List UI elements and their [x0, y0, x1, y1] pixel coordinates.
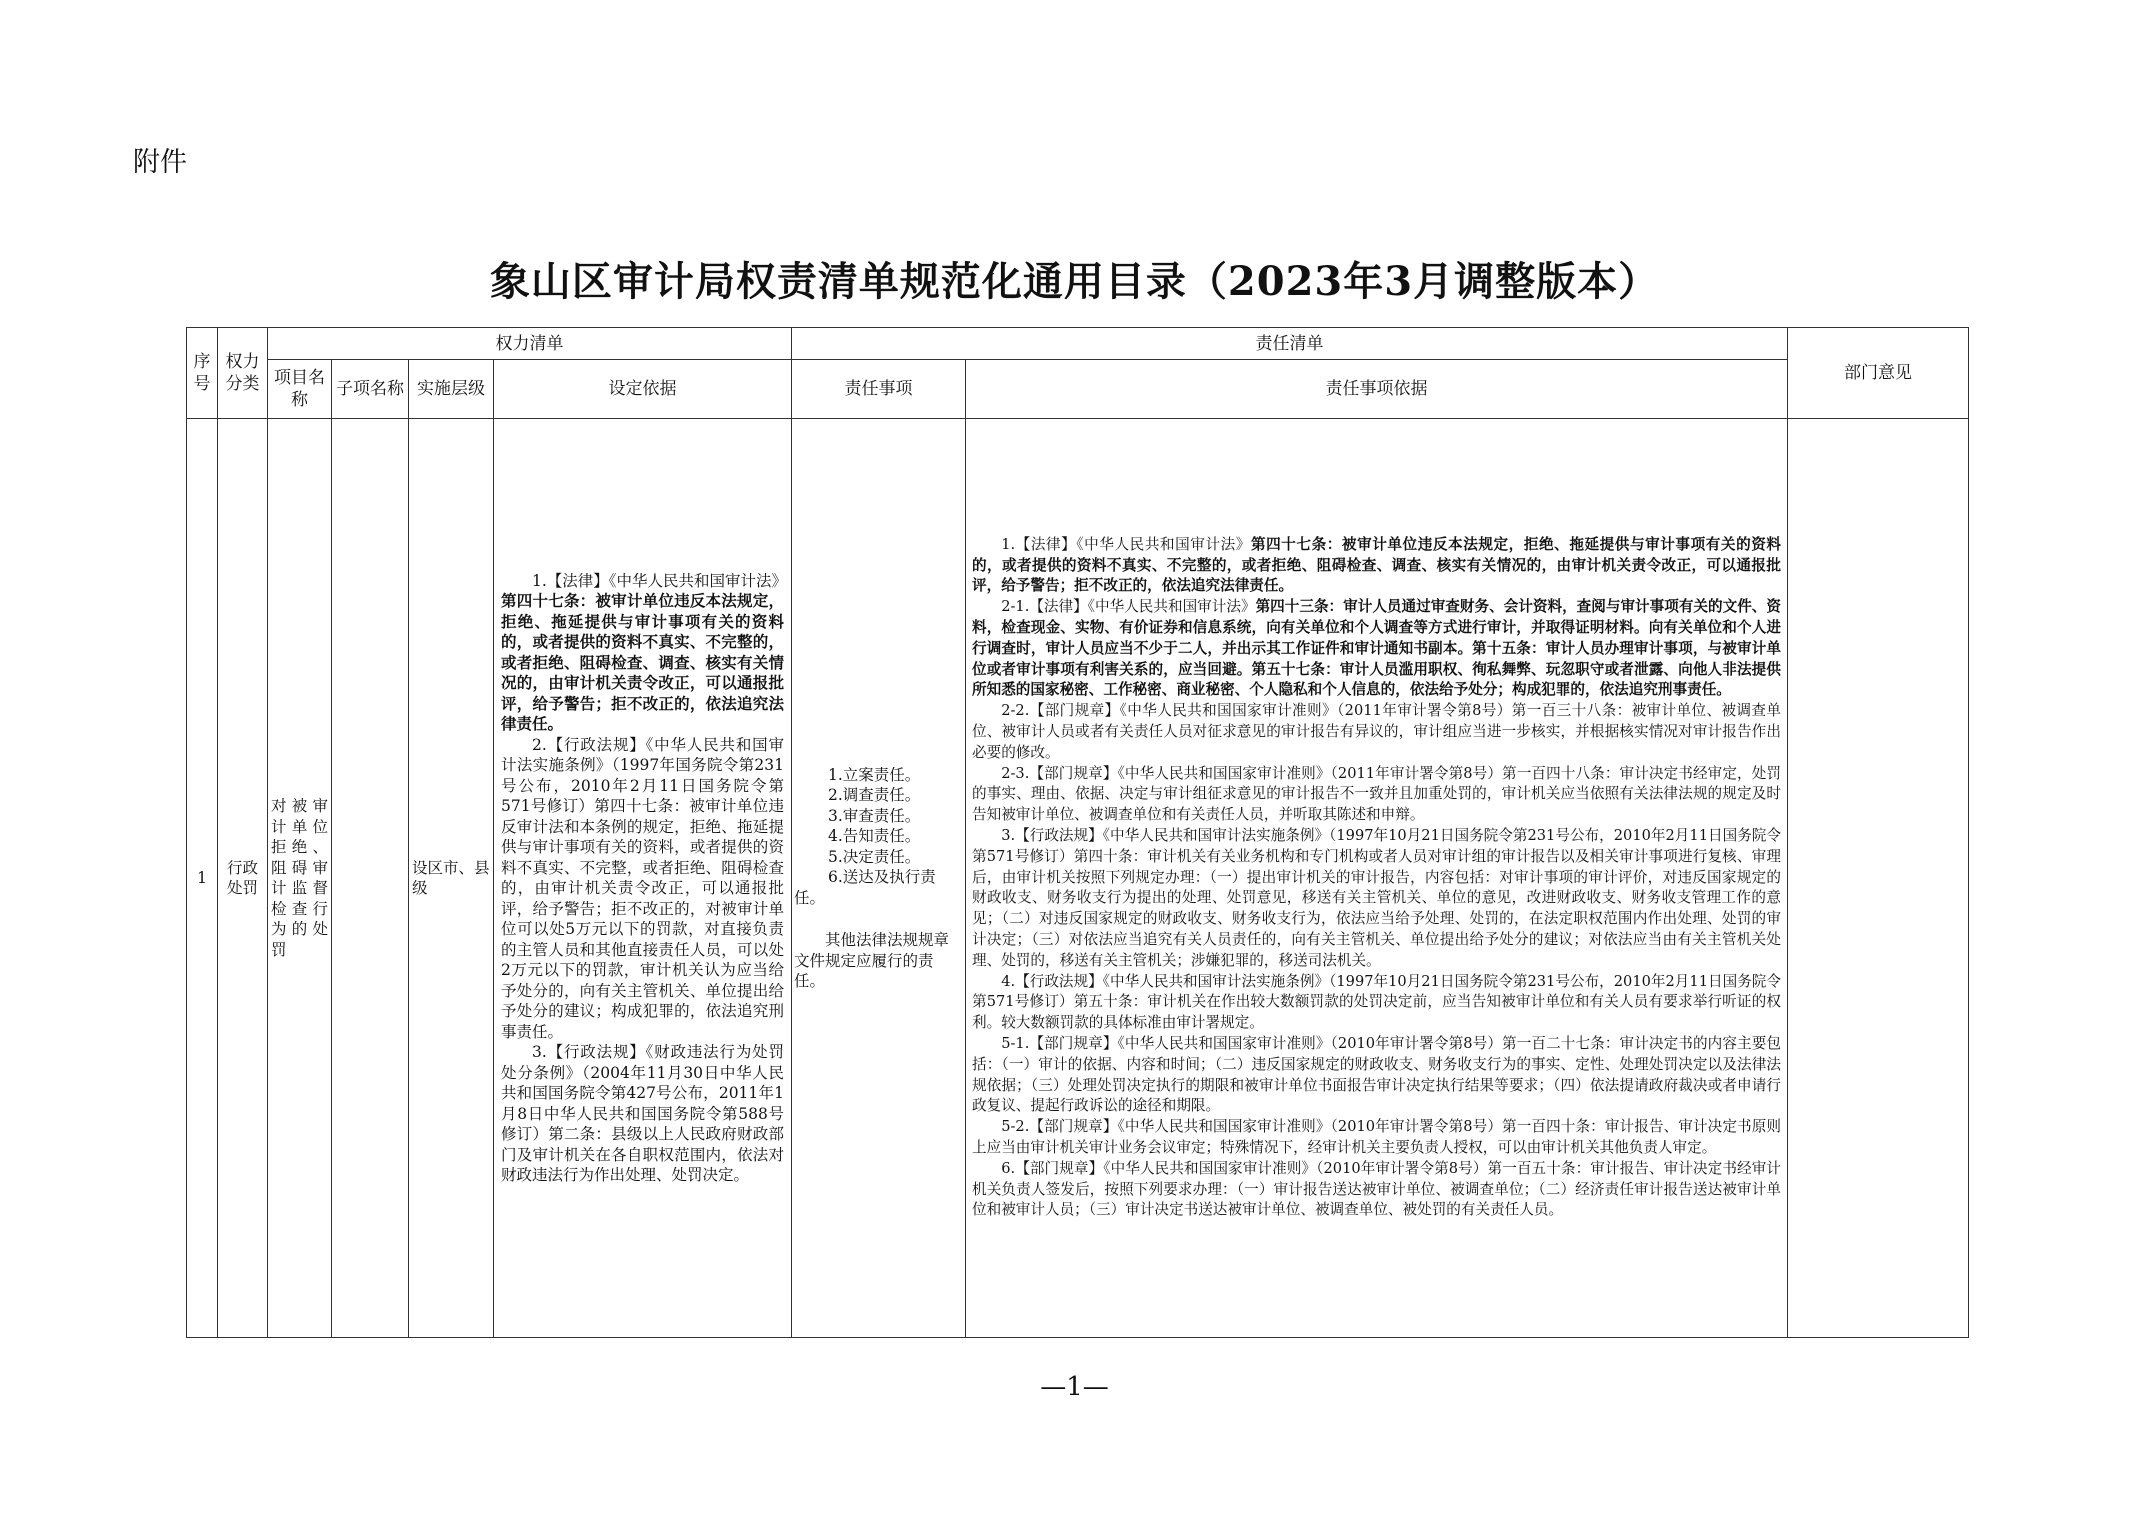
row-category: 行政处罚	[218, 419, 268, 1338]
basis-paragraph	[501, 735, 784, 1043]
resp-basis-paragraph	[972, 1159, 1781, 1221]
resp-basis-paragraph	[972, 826, 1781, 972]
row-sub-item	[332, 419, 409, 1338]
resp-item-extra: 其他法律法规规章文件规定应履行的责任。	[794, 931, 950, 990]
header-sub-item: 子项名称	[332, 360, 409, 419]
basis-paragraph	[501, 571, 788, 735]
basis-text: 2.【行政法规】《中华人民共和国审计法实施条例》（1997年国务院令第231号公布，2010年2月11日国务院令第571号修订）第四十七条：被审计单位违反审计法和本条例的规定，拒绝、拖延提供与审计事项有关的资料，或者提供的资料不真实、不完整，或者拒绝、阻碍检查的，由审计机关责令改正，可以通报批评，给予警告；拒不改正的，对被审计单位可以处5万元以下的罚款，对直接负责的主管人员和其他直接责任人员，可以处2万元以下的罚款，审计机关认为应当给予处分的，向有关主管机关、单位提出给予处分的建议；构成犯罪的，依法追究刑事责任。	[501, 735, 784, 1041]
header-resp-items: 责任事项	[792, 360, 966, 419]
row-basis	[494, 419, 792, 1338]
resp-basis-text: 2-3.【部门规章】《中华人民共和国国家审计准则》（2011年审计署令第8号）第一百四十八条：审计决定书经审定，处罚的事实、理由、依据、决定与审计组征求意见的审计报告不一致并且加重处罚的，审计机关应当依照有关法律法规的规定及时告知被审计单位、被调查单位和有关责任人员，并听取其陈述和申辩。	[972, 764, 1781, 824]
header-seq: 序号	[187, 328, 218, 419]
basis-bold-text: 第四十七条：被审计单位违反本法规定，拒绝、拖延提供与审计事项有关的资料的，或者提供的资料不真实、不完整的，或者拒绝、阻碍检查、调查、核实有关情况的，由审计机关责令改正，可以通报批评，给予警告；拒不改正的，依法追究法律责任。	[501, 591, 784, 733]
header-resp-basis: 责任事项依据	[966, 360, 1788, 419]
header-item-name: 项目名称	[268, 360, 332, 419]
resp-basis-paragraph	[972, 764, 1781, 826]
resp-basis-text: 3.【行政法规】《中华人民共和国审计法实施条例》（1997年10月21日国务院令第231号公布，2010年2月11日国务院令第571号修订）第四十条：审计机关有关业务机构和专门机构或者人员对审计组的审计报告以及相关审计事项进行复核、审理后，由审计机关按照下列规定办理：（一）提出审计机关的审计报告，内容包括：对审计事项的审计评价，对违反国家规定的财政收支、财务收支行为提出的处理、处罚意见，移送有关主管机关、单位的意见，改进财政收支、财务收支管理工作的意见；（二）对违反国家规定的财政收支、财务收支行为，依法应当给予处理、处罚的，在法定职权范围内作出处理、处罚的审计决定；（三）对依法应当追究有关人员责任的，向有关主管机关、单位提出给予处分的建议；对依法应当由有关主管机关处理、处罚的，移送有关主管机关；涉嫌犯罪的，移送司法机关。	[972, 827, 1781, 969]
resp-basis-paragraph	[972, 972, 1781, 1034]
resp-item: 4.告知责任。	[828, 827, 921, 845]
row-seq: 1	[187, 419, 218, 1338]
row-item-name: 对被审计单位拒绝、阻碍审计监督检查行为的处罚	[268, 419, 332, 1338]
row-resp-basis	[966, 419, 1788, 1338]
basis-paragraph	[501, 1042, 784, 1186]
resp-basis-text: 5-1.【部门规章】《中华人民共和国国家审计准则》（2010年审计署令第8号）第一百二十七条：审计决定书的内容主要包括：（一）审计的依据、内容和时间；（二）违反国家规定的财政收支、财务收支行为的事实、定性、处理处罚决定以及法律法规依据；（三）处理处罚决定执行的期限和被审计单位书面报告审计决定执行结果等要求；（四）依法提请政府裁决或者申请行政复议、提起行政诉讼的途径和期限。	[972, 1034, 1781, 1115]
page-title: 象山区审计局权责清单规范化通用目录（2023年3月调整版本）	[489, 258, 1660, 305]
resp-basis-text: 2-1.【法律】《中华人民共和国审计法》	[1001, 598, 1256, 616]
header-level: 实施层级	[409, 360, 494, 419]
basis-text: 3.【行政法规】《财政违法行为处罚处分条例》（2004年11月30日中华人民共和国国务院令第427号公布，2011年1月8日中华人民共和国国务院令第588号修订）第二条：县级以上人民政府财政部门及审计机关在各自职权范围内，依法对财政违法行为作出处理、处罚决定。	[501, 1043, 784, 1184]
basis-text: 1.【法律】《中华人民共和国审计法》	[532, 571, 788, 590]
resp-basis-paragraph	[972, 597, 1781, 701]
header-resp-list: 责任清单	[792, 328, 1788, 360]
header-dept: 部门意见	[1788, 328, 1969, 419]
resp-basis-paragraph	[972, 1117, 1781, 1159]
resp-item: 3.审查责任。	[828, 806, 921, 825]
resp-item: 5.决定责任。	[828, 847, 921, 866]
authority-table	[186, 327, 1969, 1338]
resp-basis-text: 5-2.【部门规章】《中华人民共和国国家审计准则》（2010年审计署令第8号）第一百四十条：审计报告、审计决定书原则上应当由审计机关审计业务会议审定；特殊情况下，经审计机关主要负责人授权，可以由审计机关其他负责人审定。	[972, 1118, 1781, 1156]
resp-basis-bold-text: 第四十七条：被审计单位违反本法规定，拒绝、拖延提供与审计事项有关的资料的，或者提供的资料不真实、不完整的，或者拒绝、阻碍检查、调查、核实有关情况的，由审计机关责令改正，可以通报批评，给予警告；拒不改正的，依法追究法律责任。	[972, 535, 1781, 595]
row-level: 设区市、县级	[409, 419, 494, 1338]
resp-basis-text: 1.【法律】《中华人民共和国审计法》	[1001, 535, 1251, 553]
resp-basis-text: 6.【部门规章】《中华人民共和国国家审计准则》（2010年审计署令第8号）第一百五十条：审计报告、审计决定书经审计机关负责人签发后，按照下列要求办理：（一）审计报告送达被审计单位、被调查单位；（二）经济责任审计报告送达被审计单位和被审计人员；（三）审计决定书送达被审计单位、被调查单位、被处罚的有关责任人员。	[972, 1159, 1781, 1219]
resp-basis-paragraph	[972, 1034, 1781, 1117]
page-number: —1—	[1040, 1372, 1109, 1402]
resp-basis-paragraph	[972, 535, 1781, 597]
header-power-list: 权力清单	[268, 328, 792, 360]
resp-basis-text: 4.【行政法规】《中华人民共和国审计法实施条例》（1997年10月21日国务院令第231号公布，2010年2月11日国务院令第571号修订）第五十条：审计机关在作出较大数额罚款的处罚决定前，应当告知被审计单位和有关人员有要求举行听证的权利。较大数额罚款的具体标准由审计署规定。	[972, 972, 1781, 1032]
resp-basis-paragraph	[972, 701, 1781, 763]
resp-basis-bold-text: 第四十三条：审计人员通过审查财务、会计资料，查阅与审计事项有关的文件、资料，检查现金、实物、有价证券和信息系统，向有关单位和个人调查等方式进行审计，并取得证明材料。向有关单位和个人进行调查时，审计人员应当不少于二人，并出示其工作证件和审计通知书副本。第十五条：审计人员办理审计事项，与被审计单位或者审计事项有利害关系的，应当回避。第五十七条：审计人员滥用职权、徇私舞弊、玩忽职守或者泄露、向他人非法提供所知悉的国家秘密、工作秘密、商业秘密、个人隐私和个人信息的，依法给予处分；构成犯罪的，依法追究刑事责任。	[972, 598, 1781, 699]
header-category: 权力分类	[218, 328, 268, 419]
row-resp-items	[792, 419, 966, 1338]
row-dept	[1788, 419, 1969, 1338]
header-basis: 设定依据	[494, 360, 792, 419]
resp-basis-text: 2-2.【部门规章】《中华人民共和国国家审计准则》（2011年审计署令第8号）第一百三十八条：被审计单位、被调查单位、被审计人员或者有关责任人员对征求意见的审计报告有异议的，审计组应当进一步核实，并根据核实情况对审计报告作出必要的修改。	[972, 702, 1781, 761]
resp-item: 1.立案责任。	[828, 765, 921, 784]
resp-item: 6.送达及执行责任。	[794, 868, 936, 907]
resp-item: 2.调查责任。	[828, 786, 921, 804]
attachment-label: 附件	[133, 147, 187, 178]
